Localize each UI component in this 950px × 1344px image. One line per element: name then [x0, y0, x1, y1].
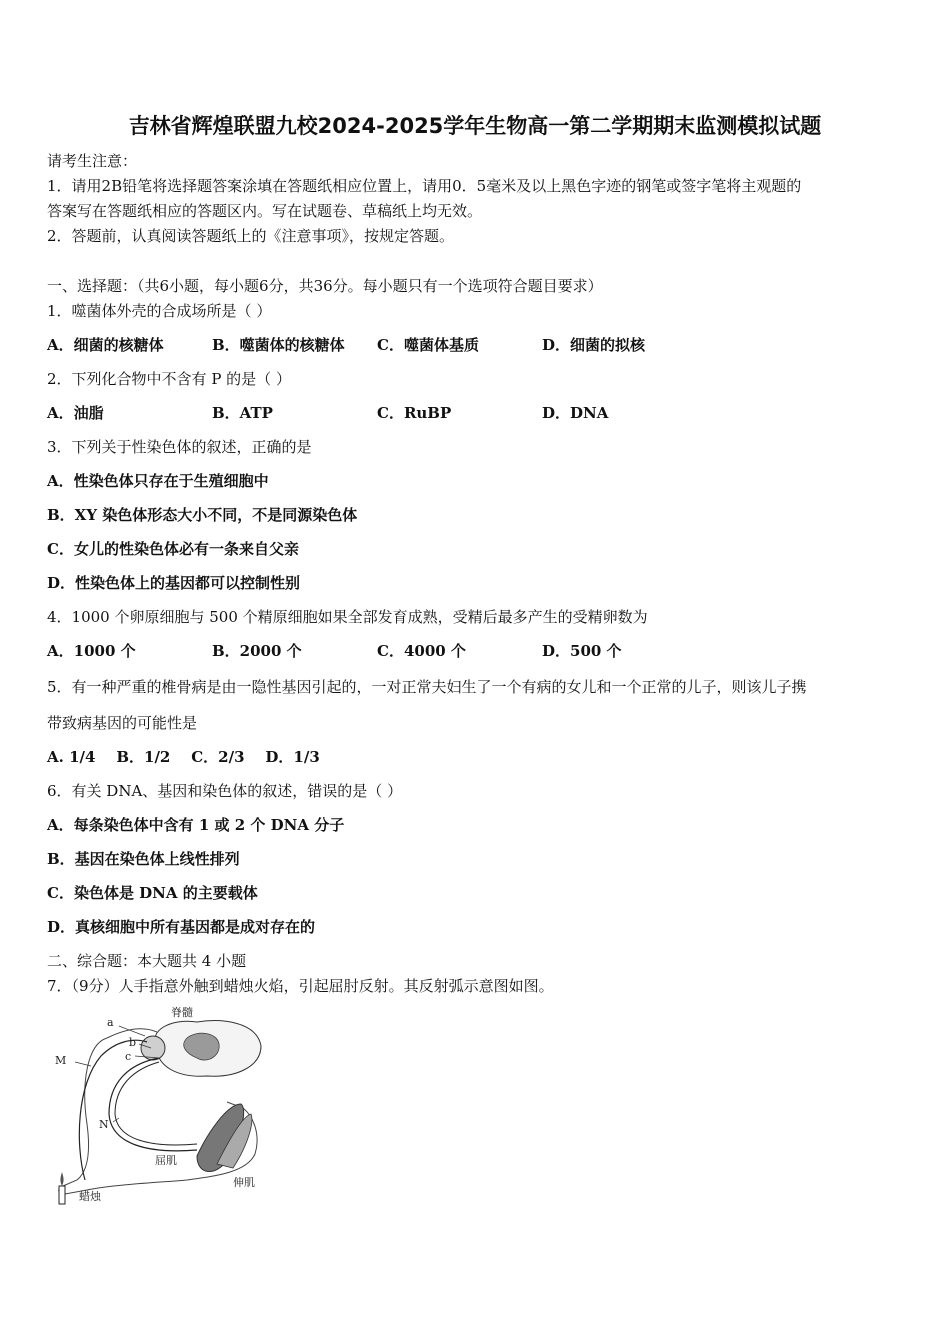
- label-spinal-cord: 脊髓: [171, 1006, 193, 1019]
- section-2-heading: 二、综合题：本大题共 4 小题: [47, 952, 247, 970]
- question-2-option-c: C．RuBP: [377, 404, 452, 422]
- page-title: 吉林省辉煌联盟九校2024-2025学年生物高一第二学期期末监测模拟试题: [128, 114, 822, 138]
- label-flexor: 屈肌: [155, 1154, 177, 1167]
- pointer-a: [119, 1026, 145, 1036]
- notice-item-2: 2．答题前，认真阅读答题纸上的《注意事项》，按规定答题。: [47, 227, 455, 245]
- question-4-option-c: C．4000 个: [377, 642, 466, 660]
- question-6-option-d: D．真核细胞中所有基因都是成对存在的: [47, 918, 316, 936]
- label-b: b: [129, 1036, 137, 1049]
- question-5-stem-line-2: 带致病基因的可能性是: [47, 714, 198, 732]
- question-4-option-a: A．1000 个: [47, 642, 136, 660]
- ganglion: [141, 1036, 165, 1060]
- question-3-option-d: D．性染色体上的基因都可以控制性别: [47, 574, 301, 592]
- candle-flame: [60, 1172, 63, 1186]
- question-4-option-b: B．2000 个: [212, 642, 302, 660]
- label-m: M: [55, 1054, 67, 1067]
- question-7-stem: 7．（9分）人手指意外触到蜡烛火焰，引起屈肘反射。其反射弧示意图如图。: [47, 977, 554, 995]
- label-c: c: [125, 1050, 132, 1063]
- reflex-arc-diagram: [47, 1004, 277, 1210]
- question-1-stem: 1．噬菌体外壳的合成场所是（ ）: [47, 302, 272, 320]
- notice-heading: 请考生注意：: [47, 152, 138, 170]
- candle-body: [59, 1186, 65, 1204]
- question-2-option-a: A．油脂: [47, 404, 104, 422]
- notice-item-1-line-2: 答案写在答题纸相应的答题区内。写在试题卷、草稿纸上均无效。: [47, 202, 483, 220]
- question-3-option-a: A．性染色体只存在于生殖细胞中: [47, 472, 269, 490]
- label-a: a: [107, 1016, 114, 1029]
- question-5-stem-line-1: 5．有一种严重的椎骨病是由一隐性基因引起的，一对正常夫妇生了一个有病的女儿和一个正常的儿子，则该儿子携: [47, 678, 807, 696]
- question-6-option-a: A．每条染色体中含有 1 或 2 个 DNA 分子: [47, 816, 345, 834]
- question-2-option-d: D．DNA: [542, 404, 609, 422]
- question-6-option-c: C．染色体是 DNA 的主要载体: [47, 884, 258, 902]
- section-1-heading: 一、选择题：（共6小题，每小题6分，共36分。每小题只有一个选项符合题目要求）: [47, 277, 603, 295]
- question-5-options: A. 1/4 B．1/2 C．2/3 D．1/3: [47, 748, 320, 766]
- label-extensor: 伸肌: [233, 1176, 255, 1189]
- question-3-option-c: C．女儿的性染色体必有一条来自父亲: [47, 540, 299, 558]
- question-1-option-a: A．细菌的核糖体: [47, 336, 164, 354]
- question-3-option-b: B．XY 染色体形态大小不同，不是同源染色体: [47, 506, 358, 524]
- notice-item-1-line-1: 1．请用2B铅笔将选择题答案涂填在答题纸相应位置上，请用0．5毫米及以上黑色字迹的钢笔或签字笔将主观题的: [47, 177, 802, 195]
- question-1-option-b: B．噬菌体的核糖体: [212, 336, 345, 354]
- question-4-stem: 4．1000 个卵原细胞与 500 个精原细胞如果全部发育成熟，受精后最多产生的受精卵数为: [47, 608, 648, 626]
- question-6-stem: 6．有关 DNA、基因和染色体的叙述，错误的是（ ）: [47, 782, 403, 800]
- question-1-option-d: D．细菌的拟核: [542, 336, 646, 354]
- question-4-option-d: D．500 个: [542, 642, 622, 660]
- question-2-option-b: B．ATP: [212, 404, 273, 422]
- question-1-option-c: C．噬菌体基质: [377, 336, 479, 354]
- question-2-stem: 2．下列化合物中不含有 P 的是（ ）: [47, 370, 291, 388]
- question-6-option-b: B．基因在染色体上线性排列: [47, 850, 240, 868]
- label-n: N: [99, 1118, 109, 1131]
- question-3-stem: 3．下列关于性染色体的叙述，正确的是: [47, 438, 312, 456]
- label-candle: 蜡烛: [79, 1190, 101, 1203]
